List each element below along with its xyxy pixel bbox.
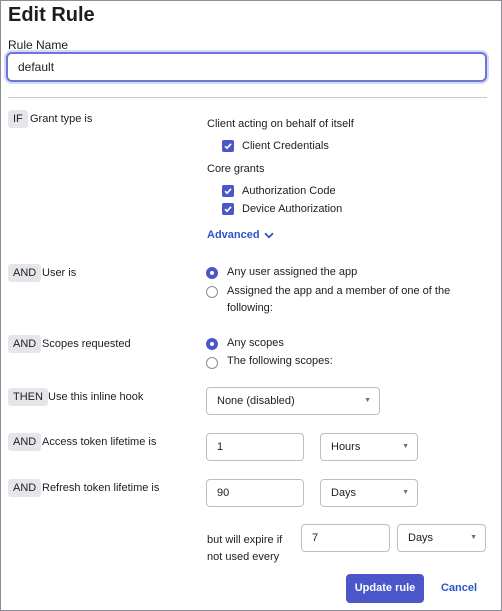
if-keyword-badge: IF	[8, 110, 28, 128]
core-grants-label: Core grants	[207, 163, 265, 175]
access-token-lifetime-label: Access token lifetime is	[42, 436, 157, 448]
advanced-toggle[interactable]: Advanced	[207, 229, 260, 241]
inline-hook-label: Use this inline hook	[48, 391, 144, 403]
expire-value-input[interactable]: 7	[301, 524, 390, 552]
rule-name-label: Rule Name	[8, 38, 69, 52]
access-token-lifetime-input[interactable]: 1	[206, 433, 304, 461]
checkmark-icon	[223, 186, 233, 196]
refresh-token-unit-value: Days	[331, 487, 357, 499]
authorization-code-checkbox[interactable]	[222, 185, 234, 197]
expire-text-line2: not used every	[207, 551, 280, 563]
any-scopes-radio[interactable]	[206, 338, 218, 350]
any-scopes-label: Any scopes	[227, 337, 284, 349]
page-title: Edit Rule	[8, 4, 95, 26]
grant-type-label: Grant type is	[30, 113, 93, 125]
dropdown-caret-icon: ▼	[470, 534, 477, 541]
expire-unit-select[interactable]	[397, 524, 486, 552]
and-keyword-badge: AND	[8, 433, 41, 451]
cancel-button[interactable]: Cancel	[441, 582, 478, 594]
access-token-unit-select[interactable]	[320, 433, 418, 461]
user-is-label: User is	[42, 267, 77, 279]
any-user-label: Any user assigned the app	[227, 266, 358, 278]
device-authorization-checkbox[interactable]	[222, 203, 234, 215]
refresh-token-unit-select[interactable]	[320, 479, 418, 507]
client-credentials-label: Client Credentials	[242, 140, 329, 152]
dropdown-caret-icon: ▼	[364, 397, 371, 404]
inline-hook-value: None (disabled)	[217, 395, 295, 407]
and-keyword-badge: AND	[8, 479, 41, 497]
dropdown-caret-icon: ▼	[402, 489, 409, 496]
and-keyword-badge: AND	[8, 264, 41, 282]
refresh-token-lifetime-label: Refresh token lifetime is	[42, 482, 160, 494]
chevron-down-icon[interactable]	[264, 232, 274, 239]
and-keyword-badge: AND	[8, 335, 41, 353]
group-member-label-line1: Assigned the app and a member of one of the	[227, 285, 451, 297]
dropdown-caret-icon: ▼	[402, 443, 409, 450]
inline-hook-select[interactable]	[206, 387, 380, 415]
client-section-label: Client acting on behalf of itself	[207, 118, 354, 130]
device-authorization-label: Device Authorization	[242, 203, 343, 215]
authorization-code-label: Authorization Code	[242, 185, 336, 197]
update-rule-button[interactable]: Update rule	[346, 574, 424, 603]
checkmark-icon	[223, 204, 233, 214]
expire-text-line1: but will expire if	[207, 534, 283, 546]
rule-name-input[interactable]	[6, 52, 487, 82]
following-scopes-radio[interactable]	[206, 357, 218, 369]
group-member-label-line2: following:	[227, 302, 273, 314]
checkmark-icon	[223, 141, 233, 151]
access-token-unit-value: Hours	[331, 441, 361, 453]
refresh-token-lifetime-input[interactable]: 90	[206, 479, 304, 507]
expire-description	[207, 532, 299, 566]
then-keyword-badge: THEN	[8, 388, 48, 406]
scopes-requested-label: Scopes requested	[42, 338, 131, 350]
any-user-radio[interactable]	[206, 267, 218, 279]
expire-unit-value: Days	[408, 532, 434, 544]
section-divider	[8, 97, 487, 98]
following-scopes-label: The following scopes:	[227, 355, 333, 367]
client-credentials-checkbox[interactable]	[222, 140, 234, 152]
group-member-radio[interactable]	[206, 286, 218, 298]
